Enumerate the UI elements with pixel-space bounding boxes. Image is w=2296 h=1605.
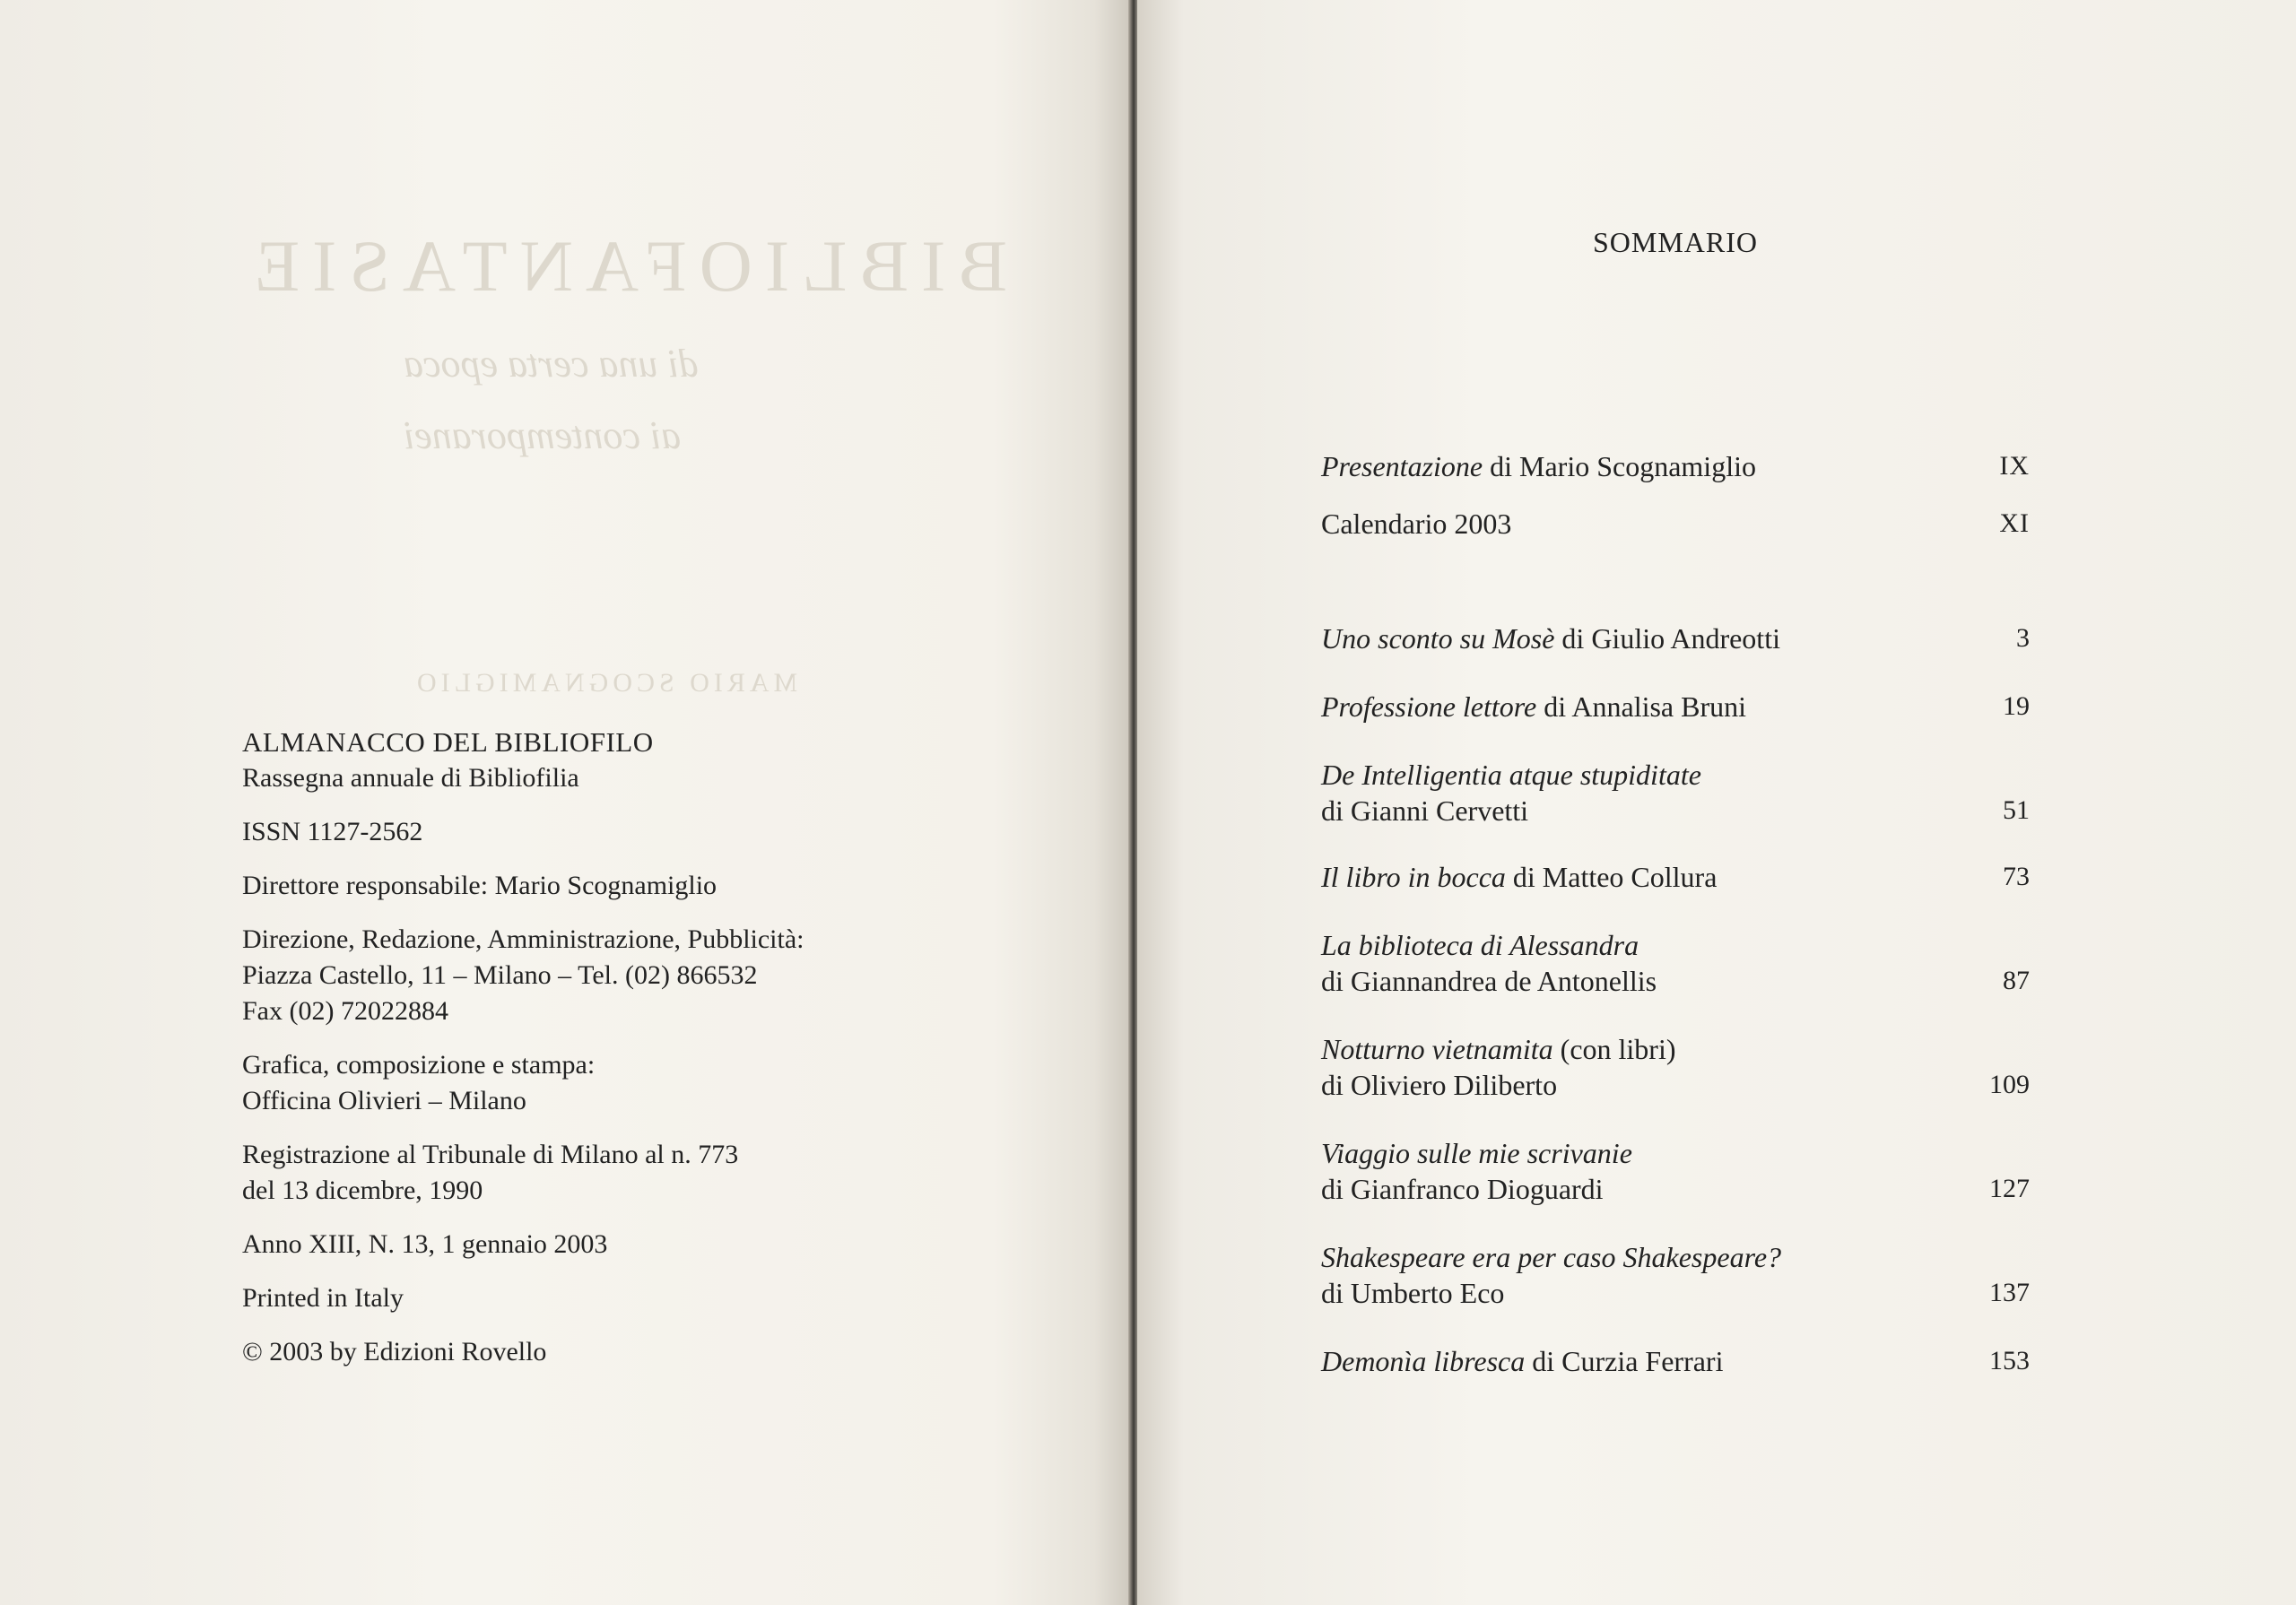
toc-entry-author: di Mario Scognamiglio [1490, 450, 1756, 482]
toc-entry-title: Calendario 2003 [1321, 508, 1512, 540]
toc-entry-page: 153 [1989, 1346, 2030, 1375]
toc-entry-author: di Gianfranco Dioguardi [1321, 1173, 1604, 1205]
show-through-subtitle: di una certa epoca [404, 342, 699, 386]
issue-info: Anno XIII, N. 13, 1 gennaio 2003 [242, 1229, 608, 1259]
address-heading: Direzione, Redazione, Amministrazione, Pubblicità: [242, 924, 804, 954]
toc-entry [1321, 859, 2030, 895]
toc-heading: SOMMARIO [1592, 226, 1759, 258]
toc-entry-title: Shakespeare era per caso Shakespeare? [1321, 1241, 1782, 1273]
toc-entry-title: Viaggio sulle mie scrivanie [1321, 1137, 1632, 1169]
toc-entry [1321, 620, 2030, 656]
toc-entry-author: di Giannandrea de Antonellis [1321, 965, 1657, 997]
printer: Officina Olivieri – Milano [242, 1086, 526, 1115]
publication-subtitle: Rassegna annuale di Bibliofilia [242, 763, 579, 793]
toc-entry [1321, 757, 2030, 829]
toc-entry-page: 51 [2003, 795, 2030, 825]
toc-entry-title-suffix: (con libri) [1560, 1033, 1676, 1065]
toc-entry-author: di Oliviero Diliberto [1321, 1069, 1558, 1101]
book-gutter [1128, 0, 1137, 1605]
toc-entry-title: La biblioteca di Alessandra [1321, 929, 1639, 961]
printing-heading: Grafica, composizione e stampa: [242, 1050, 596, 1080]
toc-entry-author: di Curzia Ferrari [1532, 1345, 1724, 1377]
toc-entry [1321, 1135, 2030, 1207]
toc-entry-page: 87 [2003, 966, 2030, 995]
toc-entry [1321, 1239, 2030, 1311]
toc-entry-author: di Giulio Andreotti [1561, 622, 1780, 655]
table-of-contents [1321, 224, 2030, 1377]
toc-entry [1321, 506, 2030, 542]
fax: Fax (02) 72022884 [242, 996, 448, 1026]
toc-entry [1321, 448, 2030, 484]
issn: ISSN 1127-2562 [242, 817, 423, 846]
copyright: © 2003 by Edizioni Rovello [242, 1337, 547, 1366]
printed-in: Printed in Italy [242, 1283, 404, 1313]
left-page [0, 0, 1128, 1605]
toc-entry-page: IX [1999, 451, 2030, 481]
registration-date: del 13 dicembre, 1990 [242, 1176, 483, 1205]
colophon [242, 724, 804, 1388]
toc-entry-title: Professione lettore [1321, 690, 1537, 723]
toc-entry-page: 19 [2003, 691, 2030, 721]
toc-entry-title: Notturno vietnamita [1321, 1033, 1553, 1065]
toc-entry-author: di Gianni Cervetti [1321, 794, 1529, 827]
toc-entry-author: di Annalisa Bruni [1544, 690, 1747, 723]
show-through-name: MARIO SCOGNAMIGLIO [413, 668, 798, 698]
toc-entry [1321, 1031, 2030, 1103]
address-line: Piazza Castello, 11 – Milano – Tel. (02) 866532 [242, 960, 758, 990]
toc-entry-page: 127 [1989, 1174, 2030, 1203]
toc-entry-author: di Umberto Eco [1321, 1277, 1505, 1309]
toc-entry-page: 109 [1989, 1070, 2030, 1099]
toc-entry [1321, 689, 2030, 724]
address-block [242, 922, 804, 1029]
toc-entry-page: 137 [1989, 1278, 2030, 1307]
show-through-title: BIBLIOFANTASIE [242, 225, 1008, 307]
show-through-subtitle: ai contemporanei [404, 413, 682, 457]
toc-entry-title: Presentazione [1321, 450, 1483, 482]
publication-title: ALMANACCO DEL BIBLIOFILO [242, 726, 654, 758]
registration-line: Registrazione al Tribunale di Milano al n. 773 [242, 1140, 739, 1169]
toc-entry-author: di Matteo Collura [1512, 861, 1718, 893]
director: Direttore responsabile: Mario Scognamiglio [242, 871, 718, 900]
printing-block [242, 1047, 804, 1119]
toc-entry [1321, 927, 2030, 999]
registration-block [242, 1137, 804, 1209]
toc-entry-page: 73 [2003, 862, 2030, 891]
toc-entry-title: Uno sconto su Mosè [1321, 622, 1555, 655]
toc-entry-title: Il libro in bocca [1321, 861, 1506, 893]
toc-entry-title: De Intelligentia atque stupiditate [1321, 759, 1701, 791]
toc-entry-page: XI [1999, 508, 2030, 538]
toc-entry-page: 3 [2016, 623, 2030, 653]
toc-entry [1321, 1343, 2030, 1379]
toc-entry-title: Demonìa libresca [1321, 1345, 1526, 1377]
